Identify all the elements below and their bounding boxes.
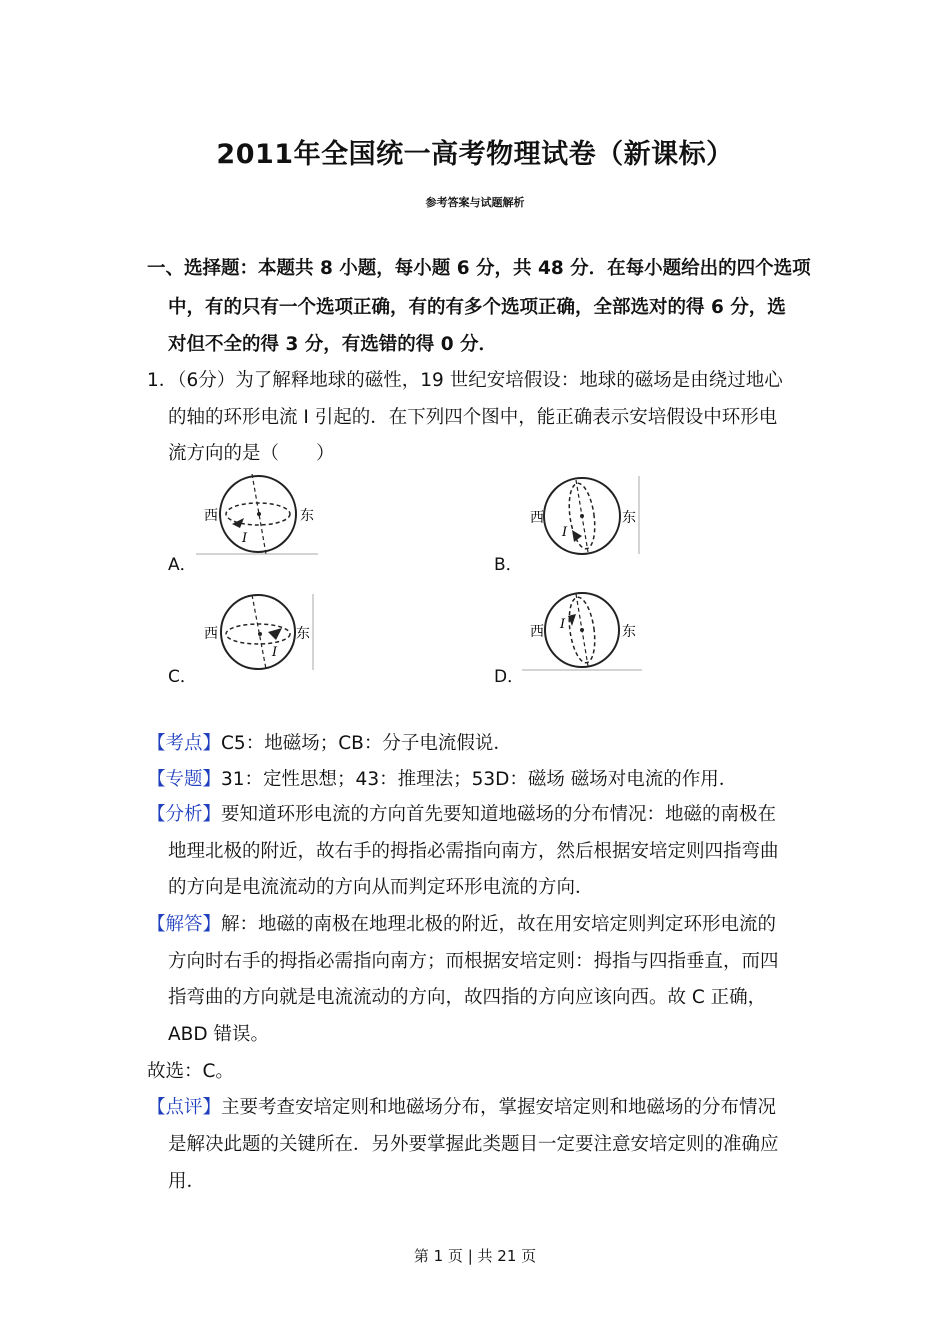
zhuanti-row xyxy=(147,767,737,793)
svg-text:I: I xyxy=(560,617,566,632)
page-title: 2011年全国统一高考物理试卷（新课标） xyxy=(216,139,734,170)
kaodian-row xyxy=(147,731,512,757)
dianping-line-2: 是解决此题的关键所在．另外要掌握此类题目一定要注意安培定则的准确应 xyxy=(168,1134,779,1155)
dianping-line-3: 用． xyxy=(168,1171,206,1192)
option-a-label: A． xyxy=(168,555,197,575)
option-b-figure xyxy=(522,474,644,558)
fenxi-line-2: 地理北极的附近，故右手的拇指必需指向南方，然后根据安培定则四指弯曲 xyxy=(168,841,779,862)
section-line-1: 一、选择题：本题共 8 小题，每小题 6 分，共 48 分．在每小题给出的四个选项 xyxy=(147,258,811,279)
option-c-figure xyxy=(196,592,320,672)
jieda-line-3: 指弯曲的方向就是电流流动的方向，故四指的方向应该向西。故 C 正确， xyxy=(168,987,767,1008)
svg-text:I: I xyxy=(562,525,568,540)
current-label: I xyxy=(242,531,248,546)
jieda-line-4: ABD 错误。 xyxy=(168,1024,269,1045)
zhuanti-text: 31：定性思想；43：推理法；53D：磁场 磁场对电流的作用． xyxy=(221,769,738,790)
svg-text:西: 西 xyxy=(530,624,544,640)
fenxi-row xyxy=(147,802,776,828)
zhuanti-tag: 【专题】 xyxy=(147,769,222,790)
option-d-label: D． xyxy=(494,667,525,687)
jieda-tag: 【解答】 xyxy=(147,914,222,935)
question-line-3: 流方向的是（ ） xyxy=(168,443,335,464)
kaodian-text: C5：地磁场；CB：分子电流假说． xyxy=(221,733,512,754)
option-a-figure xyxy=(196,472,320,558)
svg-text:西: 西 xyxy=(530,510,544,526)
answer-choice: 故选：C。 xyxy=(147,1061,234,1082)
option-b-label: B． xyxy=(494,555,523,575)
dianping-line-1: 主要考查安培定则和地磁场分布，掌握安培定则和地磁场的分布情况 xyxy=(221,1097,777,1118)
svg-text:东: 东 xyxy=(622,510,636,526)
fenxi-tag: 【分析】 xyxy=(147,804,222,825)
question-line-1: 1．（6分）为了解释地球的磁性，19 世纪安培假设：地球的磁场是由绕过地心 xyxy=(147,370,783,391)
jieda-line-2: 方向时右手的拇指必需指向南方；而根据安培定则：拇指与四指垂直，而四 xyxy=(168,951,779,972)
page-subtitle: 参考答案与试题解析 xyxy=(425,196,525,209)
option-c-label: C． xyxy=(168,667,197,687)
jieda-row xyxy=(147,912,776,938)
section-line-2: 中，有的只有一个选项正确，有的有多个选项正确，全部选对的得 6 分，选 xyxy=(168,297,786,318)
page-footer: 第 1 页 | 共 21 页 xyxy=(413,1247,537,1265)
fenxi-line-3: 的方向是电流流动的方向从而判定环形电流的方向． xyxy=(168,877,594,898)
question-line-2: 的轴的环形电流 I 引起的．在下列四个图中，能正确表示安培假设中环形电 xyxy=(168,407,778,428)
east-label: 东 xyxy=(300,508,314,524)
svg-text:西: 西 xyxy=(204,626,218,642)
west-label: 西 xyxy=(204,508,218,524)
svg-text:东: 东 xyxy=(296,626,310,642)
svg-text:东: 东 xyxy=(622,624,636,640)
kaodian-tag: 【考点】 xyxy=(147,733,222,754)
fenxi-line-1: 要知道环形电流的方向首先要知道地磁场的分布情况：地磁的南极在 xyxy=(221,804,777,825)
option-d-figure xyxy=(522,590,644,672)
dianping-tag: 【点评】 xyxy=(147,1097,222,1118)
jieda-line-1: 解：地磁的南极在地理北极的附近，故在用安培定则判定环形电流的 xyxy=(221,914,777,935)
section-line-3: 对但不全的得 3 分，有选错的得 0 分． xyxy=(168,334,498,355)
svg-text:I: I xyxy=(272,645,278,660)
dianping-row xyxy=(147,1095,776,1121)
